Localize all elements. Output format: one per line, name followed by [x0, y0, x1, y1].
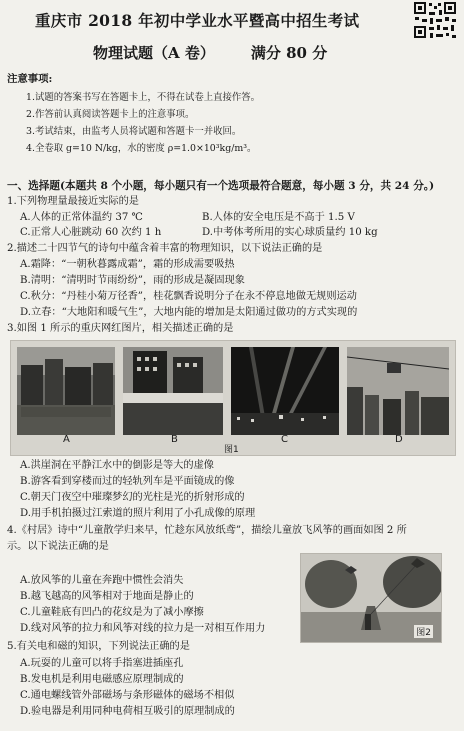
- figure-1: [10, 340, 456, 456]
- photo-d-label: D: [395, 434, 403, 445]
- q4-option-c: C.儿童鞋底有凹凸的花纹是为了减小摩擦: [20, 607, 204, 618]
- qr-code-icon: [412, 0, 458, 40]
- q4-stem-line-2: 示。以下说法正确的是: [7, 541, 109, 552]
- q5-option-a: A.玩耍的儿童可以将手指塞进插座孔: [20, 658, 184, 669]
- figure-2-caption: 图2: [414, 625, 433, 638]
- exam-subtitle: [93, 42, 327, 63]
- photo-d: [347, 347, 449, 435]
- q5-option-d: D.验电器是利用同种电荷相互吸引的原理制成的: [20, 706, 235, 717]
- q5-option-b: B.发电机是利用电磁感应原理制成的: [20, 674, 184, 685]
- full-score: 满分 80 分: [250, 44, 328, 62]
- photo-c-label: C: [281, 434, 288, 445]
- notes-heading: 注意事项:: [7, 73, 53, 85]
- q1-option-d: D.中考体考所用的实心球质量约 10 kg: [202, 227, 378, 238]
- q5-option-c: C.通电螺线管外部磁场与条形磁体的磁场不相似: [20, 690, 235, 701]
- q2-option-d: D.立春：“大地阳和暖气生”，大地内能的增加是太阳通过做功的方式实现的: [20, 307, 358, 318]
- q3-option-c: C.朝天门夜空中璀璨梦幻的光柱是光的折射形成的: [20, 492, 245, 503]
- photo-b-label: B: [171, 434, 178, 445]
- q1-option-c: C.正常人心脏跳动 60 次约 1 h: [20, 227, 162, 238]
- q2-stem: 2.描述二十四节气的诗句中蕴含着丰富的物理知识，以下说法正确的是: [7, 243, 323, 254]
- q3-option-b: B.游客看到穿楼而过的轻轨列车是平面镜成的像: [20, 476, 235, 487]
- figure-1-caption: 图1: [224, 445, 239, 455]
- section-heading: 一、选择题(本题共 8 个小题，每小题只有一个选项最符合题意，每小题 3 分，共 24 分。): [7, 180, 435, 192]
- q1-option-b: B.人体的安全电压是不高于 1.5 V: [202, 212, 355, 223]
- q1-option-a: A.人体的正常体温约 37 ℃: [20, 212, 143, 223]
- q4-option-b: B.越飞越高的风筝相对于地面是静止的: [20, 591, 194, 602]
- q5-stem: 5.有关电和磁的知识，下列说法正确的是: [7, 641, 190, 652]
- note-item-2: 2.作答前认真阅读答题卡上的注意事项。: [26, 109, 195, 120]
- q2-option-b: B.清明：“清明时节雨纷纷”，雨的形成是凝固现象: [20, 275, 245, 286]
- q4-option-a: A.放风筝的儿童在奔跑中惯性会消失: [20, 575, 184, 586]
- q3-stem: 3.如图 1 所示的重庆网红图片，相关描述正确的是: [7, 323, 234, 334]
- note-item-4: 4.全卷取 g=10 N/kg，水的密度 ρ=1.0×10³kg/m³。: [26, 143, 257, 154]
- q3-option-a: A.洪崖洞在平静江水中的倒影是等大的虚像: [20, 460, 214, 471]
- photo-c: [231, 347, 339, 435]
- q4-stem-line-1: 4.《村居》诗中“儿童散学归来早，忙趁东风放纸鸢”，描绘儿童放飞风筝的画面如图 2 所: [7, 525, 407, 536]
- q1-stem: 1.下列物理量最接近实际的是: [7, 196, 139, 207]
- figure-2: [300, 553, 442, 643]
- q2-option-a: A.霜降：“一朝秋暮露成霜”，霜的形成需要吸热: [20, 259, 235, 270]
- photo-b: [123, 347, 223, 435]
- note-item-3: 3.考试结束，由监考人员将试题和答题卡一并收回。: [26, 126, 242, 137]
- paper-name: 物理试题（A 卷）: [93, 44, 215, 62]
- q2-option-c: C.秋分：“丹桂小菊万径香”，桂花飘香说明分子在永不停息地做无规则运动: [20, 291, 357, 302]
- exam-title: 重庆市 2018 年初中学业水平暨高中招生考试: [35, 11, 360, 30]
- note-item-1: 1.试题的答案书写在答题卡上，不得在试卷上直接作答。: [26, 92, 260, 103]
- photo-a: [17, 347, 115, 435]
- q3-option-d: D.用手机拍摄过江索道的照片利用了小孔成像的原理: [20, 508, 256, 519]
- q4-option-d: D.线对风筝的拉力和风筝对线的拉力是一对相互作用力: [20, 623, 266, 634]
- photo-a-label: A: [63, 434, 70, 445]
